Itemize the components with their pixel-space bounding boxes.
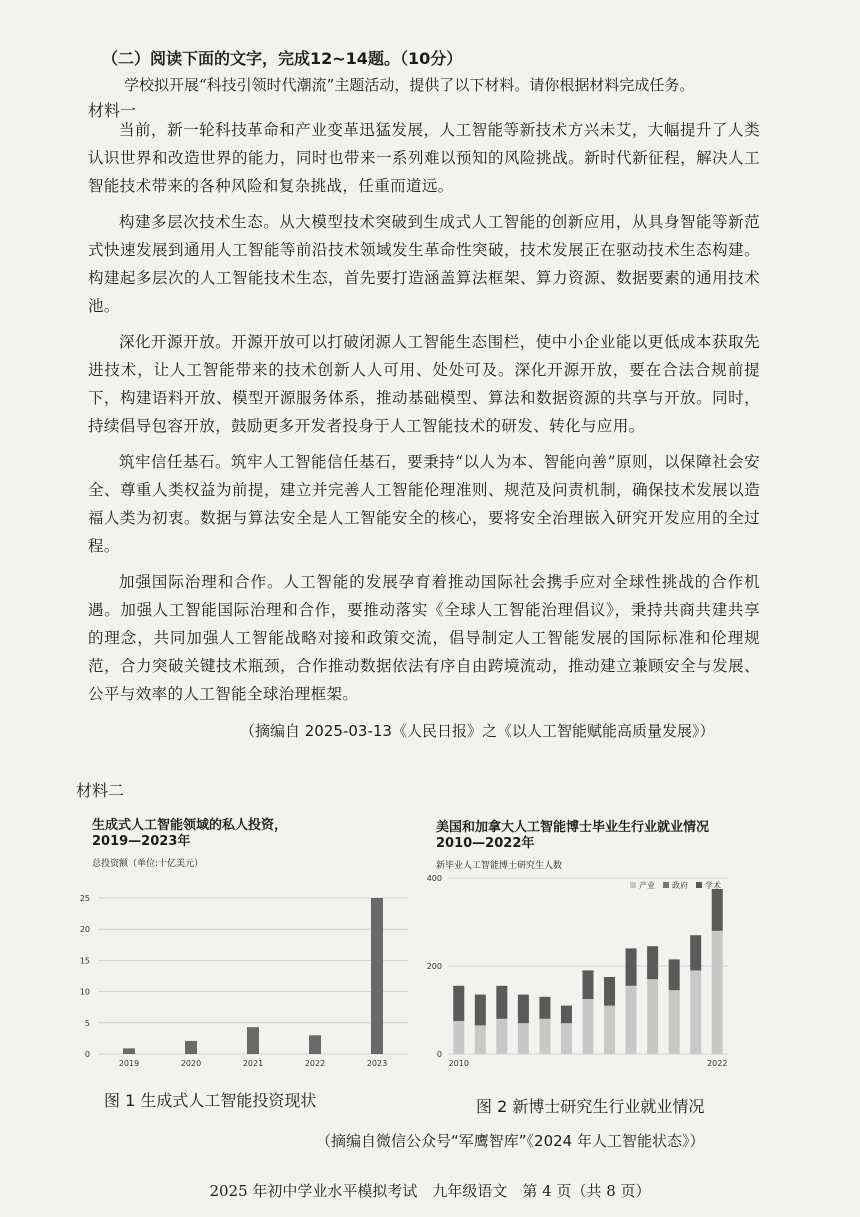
material1-paragraph: 加强国际治理和合作。人工智能的发展孕育着推动国际社会携手应对全球性挑战的合作机遇。加强人工智能国际治理和合作，要推动落实《全球人工智能治理倡议》，秉持共商共建共享的理念，共同加强人工智能战略对接和政策交流，倡导制定人工智能发展的国际标准和伦理规范，合力突破关键技术瓶颈，合作推动数据依法有序自由跨境流动，推动建立兼顾安全与发展、公平与效率的人工智能全球治理框架。	[88, 573, 760, 703]
fig1-title	[92, 818, 287, 850]
material1-paragraph: 筑牢信任基石。筑牢人工智能信任基石，要秉持“以人为本、智能向善”原则，以保障社会安全、尊重人类权益为前提，建立并完善人工智能伦理准则、规范及问责机制，确保技术发展以造福人类为初衷。数据与算法安全是人工智能安全的核心，要将安全治理嵌入研究开发应用的全过程。	[88, 453, 760, 555]
intro-text: 学校拟开展“科技引领时代潮流”主题活动，提供了以下材料。请你根据材料完成任务。	[124, 76, 695, 94]
fig2-legend-swatch	[630, 882, 636, 888]
material1-source: （摘编自 2025-03-13《人民日报》之《以人工智能赋能高质量发展》）	[240, 722, 715, 740]
material1-paragraph: 构建多层次技术生态。从大模型技术突破到生成式人工智能的创新应用，从具身智能等新范式快速发展到通用人工智能等前沿技术领域发生革命性突破，技术发展正在驱动技术生态构建。构建起多层次的人工智能技术生态，首先要打造涵盖算法框架、算力资源、数据要素的通用技术池。	[88, 213, 760, 315]
fig2-bar-segment	[583, 970, 594, 999]
fig2-legend-swatch	[663, 882, 669, 888]
fig2-bar-segment	[496, 986, 507, 1019]
fig2-bar-segment	[669, 990, 680, 1054]
fig2-bar-segment	[647, 979, 658, 1054]
fig1-title-line1: 生成式人工智能领域的私人投资，	[92, 818, 288, 833]
material1-body	[88, 116, 760, 716]
fig2-bar-segment	[690, 935, 701, 970]
fig2-bar-segment	[604, 977, 615, 1006]
fig2-subtitle: 新毕业人工智能博士研究生人数	[436, 861, 563, 871]
fig1-y-tick-label: 25	[79, 894, 90, 903]
fig2-caption: 图 2 新博士研究生行业就业情况	[476, 1097, 705, 1116]
fig1-x-tick-label: 2023	[366, 1059, 388, 1068]
fig2-bar-segment	[561, 1006, 572, 1024]
fig1-y-tick-label: 5	[84, 1018, 90, 1028]
fig2-bar-segment	[669, 959, 680, 990]
fig2-legend-label: 学术	[705, 881, 721, 890]
material1-paragraph: 深化开源开放。开源开放可以打破闭源人工智能生态围栏，使中小企业能以更低成本获取先进技术，让人工智能带来的技术创新人人可用、处处可及。深化开源开放，要在合法合规前提下，构建语料开放、模型开源服务体系，推动基础模型、算法和数据资源的共享与开放。同时，持续倡导包容开放，鼓励更多开发者投身于人工智能技术的研发、转化与应用。	[88, 333, 760, 435]
fig1-bar	[309, 1035, 321, 1054]
fig2-bar-segment	[539, 1019, 550, 1054]
fig2-bar-segment	[496, 1019, 507, 1054]
fig2-y-tick-label: 200	[426, 962, 442, 971]
fig2-bar-segment	[626, 986, 637, 1054]
fig2-bar-segment	[712, 889, 723, 931]
fig1-subtitle: 总投资额（单位:十亿美元）	[92, 859, 204, 869]
fig2-x-tick-label: 2022	[707, 1059, 728, 1068]
fig2-chart	[420, 868, 740, 1078]
fig1-y-tick-label: 0	[84, 1050, 90, 1059]
fig2-bar-segment	[690, 970, 701, 1054]
fig1-x-tick-label: 2021	[242, 1059, 264, 1068]
fig1-x-tick-label: 2022	[304, 1059, 326, 1068]
fig1-chart	[70, 880, 415, 1075]
fig1-y-tick-label: 10	[79, 987, 90, 997]
material1-label: 材料一	[88, 101, 137, 120]
fig1-bar	[371, 898, 383, 1054]
fig1-y-tick-label: 15	[79, 956, 90, 966]
material2-label: 材料二	[76, 781, 125, 800]
page-footer: 2025 年初中学业水平模拟考试 九年级语文 第 4 页（共 8 页）	[209, 1182, 651, 1200]
fig2-legend-label: 产业	[639, 881, 655, 890]
fig2-title-line1: 美国和加拿大人工智能博士毕业生行业就业情况	[436, 820, 710, 835]
section-title: （二）阅读下面的文字，完成12~14题。（10分）	[102, 49, 463, 68]
fig2-legend-swatch	[696, 882, 702, 888]
fig2-bar-segment	[583, 999, 594, 1054]
fig2-bar-segment	[518, 1023, 529, 1054]
fig2-y-tick-label: 400	[426, 874, 442, 883]
fig1-title-line2: 2019—2023年	[92, 834, 191, 849]
fig1-caption: 图 1 生成式人工智能投资现状	[104, 1091, 317, 1110]
fig1-bar	[185, 1041, 197, 1054]
fig2-bar-segment	[604, 1006, 615, 1054]
fig2-bar-segment	[475, 1025, 486, 1054]
material2-source: （摘编自微信公众号“军鹰智库”《2024 年人工智能状态》）	[316, 1132, 705, 1150]
fig2-bar-segment	[712, 931, 723, 1054]
fig2-bar-segment	[453, 1021, 464, 1054]
fig1-x-tick-label: 2019	[118, 1059, 140, 1068]
fig2-bar-segment	[453, 986, 464, 1021]
fig1-y-tick-label: 20	[79, 925, 90, 935]
fig1-bar	[123, 1048, 135, 1054]
fig2-bar-segment	[539, 997, 550, 1019]
fig2-bar-segment	[626, 948, 637, 985]
fig1-bar	[247, 1027, 259, 1054]
material1-paragraph: 当前，新一轮科技革命和产业变革迅猛发展，人工智能等新技术方兴未艾，大幅提升了人类认识世界和改造世界的能力，同时也带来一系列难以预知的风险挑战。新时代新征程，解决人工智能技术带来的各种风险和复杂挑战，任重而道远。	[88, 121, 760, 195]
fig2-title-line2: 2010—2022年	[436, 836, 535, 851]
fig2-bar-segment	[518, 995, 529, 1024]
fig2-legend-label: 政府	[672, 881, 688, 890]
fig1-x-tick-label: 2020	[180, 1059, 202, 1068]
fig2-bar-segment	[647, 946, 658, 979]
fig2-title	[436, 820, 709, 852]
fig2-bar-segment	[475, 995, 486, 1026]
fig2-bar-segment	[561, 1023, 572, 1054]
fig2-y-tick-label: 0	[436, 1050, 442, 1059]
fig2-x-tick-label: 2010	[448, 1059, 469, 1068]
